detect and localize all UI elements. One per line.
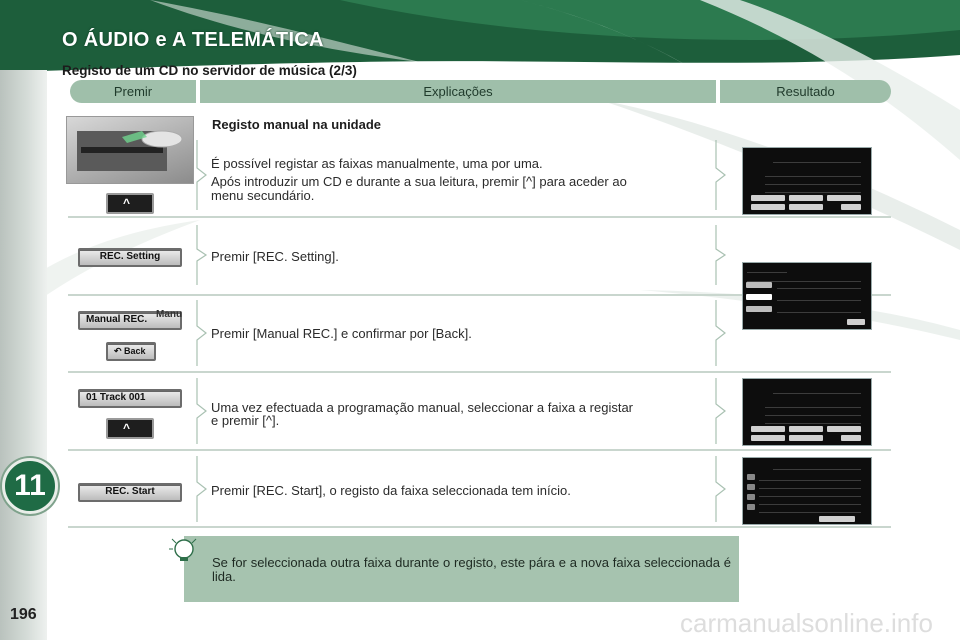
row5-line1: Premir [REC. Start], o registo da faixa seleccionada tem início. xyxy=(211,483,571,498)
column-header-explicacoes: Explicações xyxy=(200,80,716,103)
chevron-divider-icon xyxy=(715,225,729,285)
chevron-divider-icon xyxy=(196,140,210,210)
column-header-premir: Premir xyxy=(70,80,196,103)
row-separator xyxy=(68,216,891,218)
row-separator xyxy=(68,449,891,451)
row1-line3: menu secundário. xyxy=(211,188,315,203)
row1-line1: É possível registar as faixas manualmente, uma por uma. xyxy=(211,156,543,171)
chevron-divider-icon xyxy=(196,225,210,285)
track-label: 01 Track 001 xyxy=(86,392,146,403)
left-margin-strip xyxy=(0,70,47,640)
row2-line1: Premir [REC. Setting]. xyxy=(211,249,339,264)
result-screen-rec-setting xyxy=(742,262,872,330)
result-screen-recording xyxy=(742,457,872,525)
row4-line1: Uma vez efectuada a programação manual, seleccionar a faixa a registar xyxy=(211,400,633,415)
caret-up-icon: ^ xyxy=(123,196,131,210)
page-number: 196 xyxy=(10,606,37,623)
chevron-divider-icon xyxy=(196,378,210,444)
back-label: Back xyxy=(124,346,146,356)
page-title: O ÁUDIO e A TELEMÁTICA xyxy=(62,29,324,51)
manual-rec-cutoff-label: Manu xyxy=(156,309,183,320)
section-heading: Registo manual na unidade xyxy=(212,117,382,132)
row3-line1: Premir [Manual REC.] e confirmar por [Back]. xyxy=(211,326,472,341)
caret-up-icon: ^ xyxy=(123,421,131,435)
column-header-resultado: Resultado xyxy=(720,80,891,103)
chevron-divider-icon xyxy=(715,378,729,444)
back-button[interactable] xyxy=(106,342,156,361)
row4-line2: e premir [^]. xyxy=(211,413,280,428)
cd-slot-photo xyxy=(66,116,194,184)
row-separator xyxy=(68,371,891,373)
note-text: Se for seleccionada outra faixa durante o registo, este pára e a nova faixa seleccionada é lida. xyxy=(212,555,731,584)
manual-rec-label: Manual REC. xyxy=(86,314,148,325)
chevron-divider-icon xyxy=(715,140,729,210)
chevron-divider-icon xyxy=(715,300,729,366)
chevron-divider-icon xyxy=(196,300,210,366)
back-arrow-icon: ↶ xyxy=(114,346,125,356)
rec-start-button[interactable]: REC. Start xyxy=(78,483,182,502)
chapter-badge: 11 xyxy=(2,458,58,514)
row1-line2: Após introduzir um CD e durante a sua leitura, premir [^] para aceder ao xyxy=(211,174,627,189)
rec-setting-button[interactable]: REC. Setting xyxy=(78,248,182,267)
lightbulb-icon xyxy=(168,535,202,569)
up-arrow-button[interactable] xyxy=(106,418,154,439)
row-separator xyxy=(68,526,891,528)
watermark-text: carmanualsonline.info xyxy=(680,608,933,638)
chevron-divider-icon xyxy=(715,456,729,522)
result-screen-album xyxy=(742,147,872,215)
result-screen-track-selected xyxy=(742,378,872,446)
chevron-divider-icon xyxy=(196,456,210,522)
up-arrow-button[interactable] xyxy=(106,193,154,214)
section-subtitle: Registo de um CD no servidor de música (2/3) xyxy=(62,63,357,78)
track-select-button[interactable] xyxy=(78,389,182,408)
